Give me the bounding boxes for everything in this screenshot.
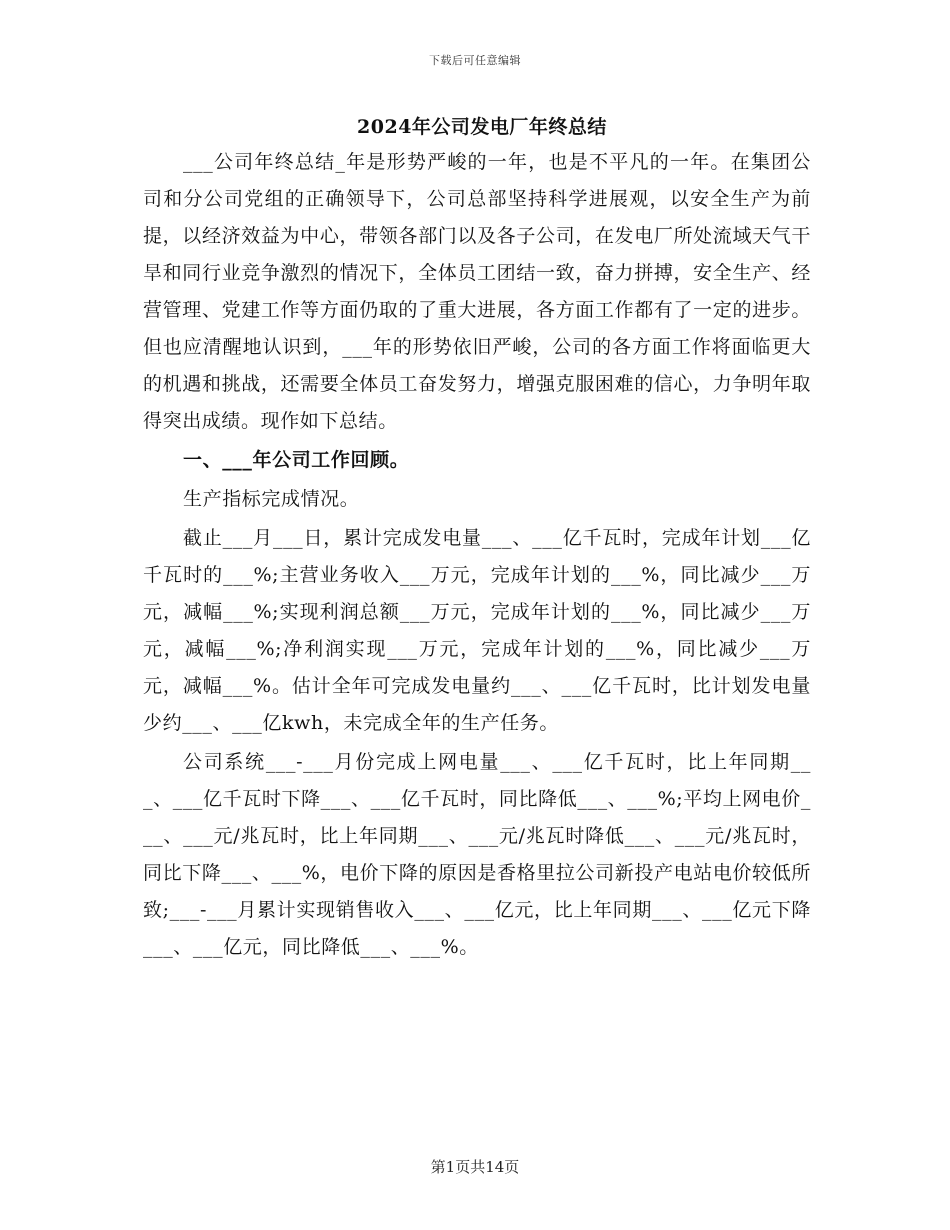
page-header-note: 下载后可任意编辑 [429, 54, 521, 67]
production-indicators-paragraph: 截止___月___日，累计完成发电量___、___亿千瓦时，完成年计划___亿千瓦时的___%;主营业务收入___万元，完成年计划的___%，同比减少___万元，减幅___%;实现利润总额___万元，完成年计划的___%，同比减少___万元，减幅___%;净利润实现___万元，完成年计划的___%，同比减少___万元，减幅___%。估计全年可完成发电量约___、___亿千瓦时，比计划发电量少约___、___亿kwh，未完成全年的生产任务。 [143, 527, 811, 734]
section-1-subheading: 生产指标完成情况。 [183, 488, 360, 510]
page-number: 第1页共14页 [430, 1158, 520, 1176]
document-body [143, 112, 811, 968]
intro-paragraph: ___公司年终总结_年是形势严峻的一年，也是不平凡的一年。在集团公司和分公司党组的正确领导下，公司总部坚持科学进展观，以安全生产为前提，以经济效益为中心，带领各部门以及各子公司，在发电厂所处流域天气干旱和同行业竞争激烈的情况下，全体员工团结一致，奋力拼搏，安全生产、经营管理、党建工作等方面仍取的了重大进展，各方面工作都有了一定的进步。但也应清醒地认识到，___年的形势依旧严峻，公司的各方面工作将面临更大的机遇和挑战，还需要全体员工奋发努力，增强克服困难的信心，力争明年取得突出成绩。现作如下总结。 [143, 151, 811, 432]
grid-electricity-paragraph: 公司系统___-___月份完成上网电量___、___亿千瓦时，比上年同期___、___亿千瓦时下降___、___亿千瓦时，同比降低___、___%;平均上网电价___、___元/兆瓦时，比上年同期___、___元/兆瓦时降低___、___元/兆瓦时，同比下降___、___%，电价下降的原因是香格里拉公司新投产电站电价较低所致;___-___月累计实现销售收入___、___亿元，比上年同期___、___亿元下降___、___亿元，同比降低___、___%。 [143, 751, 811, 958]
document-title: 2024年公司发电厂年终总结 [357, 116, 607, 138]
section-1-heading: 一、___年公司工作回顾。 [183, 449, 410, 471]
